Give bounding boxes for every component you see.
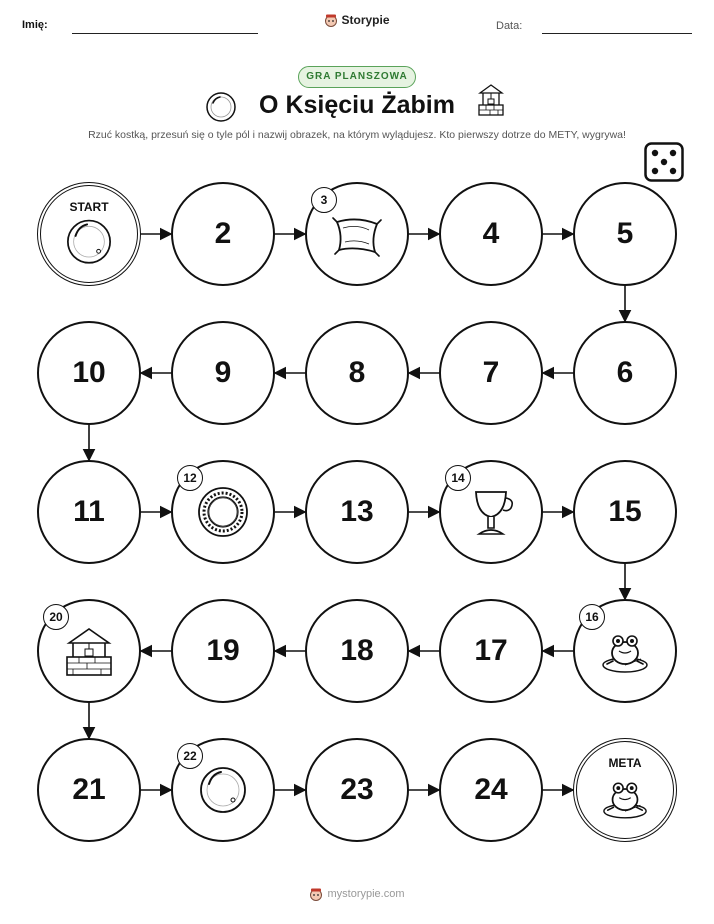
space-number: 4 <box>482 217 500 250</box>
board-space-9 <box>171 321 275 425</box>
footer <box>0 887 714 901</box>
board-space-20 <box>37 599 141 703</box>
space-label: META <box>608 756 642 770</box>
space-number-badge: 14 <box>445 465 471 491</box>
board-space-11 <box>37 460 141 564</box>
board-space-3 <box>305 182 409 286</box>
board-space-23 <box>305 738 409 842</box>
board-space-24 <box>439 738 543 842</box>
space-number-badge: 12 <box>177 465 203 491</box>
board-space-19 <box>171 599 275 703</box>
instructions: Rzuć kostką, przesuń się o tyle pól i nazwij obrazek, na którym wylądujesz. Kto pierwszy dotrze do METY, wygrywa! <box>88 129 626 141</box>
board-space-6 <box>573 321 677 425</box>
space-number: 21 <box>72 773 106 806</box>
board-space-17 <box>439 599 543 703</box>
category-badge: GRA PLANSZOWA <box>298 66 416 88</box>
space-number: 9 <box>214 356 232 389</box>
board-space-22 <box>171 738 275 842</box>
brand-name: Storypie <box>341 13 390 27</box>
space-number: 23 <box>340 773 374 806</box>
board-space-12 <box>171 460 275 564</box>
space-number: 2 <box>214 217 232 250</box>
date-label: Data: <box>496 20 523 32</box>
board-space-5 <box>573 182 677 286</box>
space-number: 5 <box>616 217 634 250</box>
space-number: 19 <box>206 634 240 667</box>
meta-space <box>573 738 677 842</box>
space-label: START <box>69 200 109 214</box>
name-label: Imię: <box>22 19 48 31</box>
space-number: 15 <box>608 495 642 528</box>
footer-url: mystorypie.com <box>327 888 405 900</box>
board-space-16 <box>573 599 677 703</box>
space-number: 6 <box>616 356 634 389</box>
space-number: 10 <box>72 356 106 389</box>
space-number: 17 <box>474 634 508 667</box>
board-space-10 <box>37 321 141 425</box>
board-space-7 <box>439 321 543 425</box>
space-number: 13 <box>340 495 374 528</box>
board-space-14 <box>439 460 543 564</box>
space-number: 18 <box>340 634 374 667</box>
board-space-15 <box>573 460 677 564</box>
space-number: 7 <box>482 356 500 389</box>
board-space-8 <box>305 321 409 425</box>
storypie-mascot-icon <box>309 887 323 901</box>
space-number-badge: 16 <box>579 604 605 630</box>
board-space-18 <box>305 599 409 703</box>
board-space-2 <box>171 182 275 286</box>
space-number-badge: 3 <box>311 187 337 213</box>
space-number: 24 <box>474 773 508 806</box>
space-number: 11 <box>73 495 105 528</box>
space-number-badge: 22 <box>177 743 203 769</box>
start-space <box>37 182 141 286</box>
board-space-21 <box>37 738 141 842</box>
space-number: 8 <box>348 356 366 389</box>
board-space-13 <box>305 460 409 564</box>
page-title: O Księciu Żabim <box>259 91 455 119</box>
space-number-badge: 20 <box>43 604 69 630</box>
board-space-4 <box>439 182 543 286</box>
